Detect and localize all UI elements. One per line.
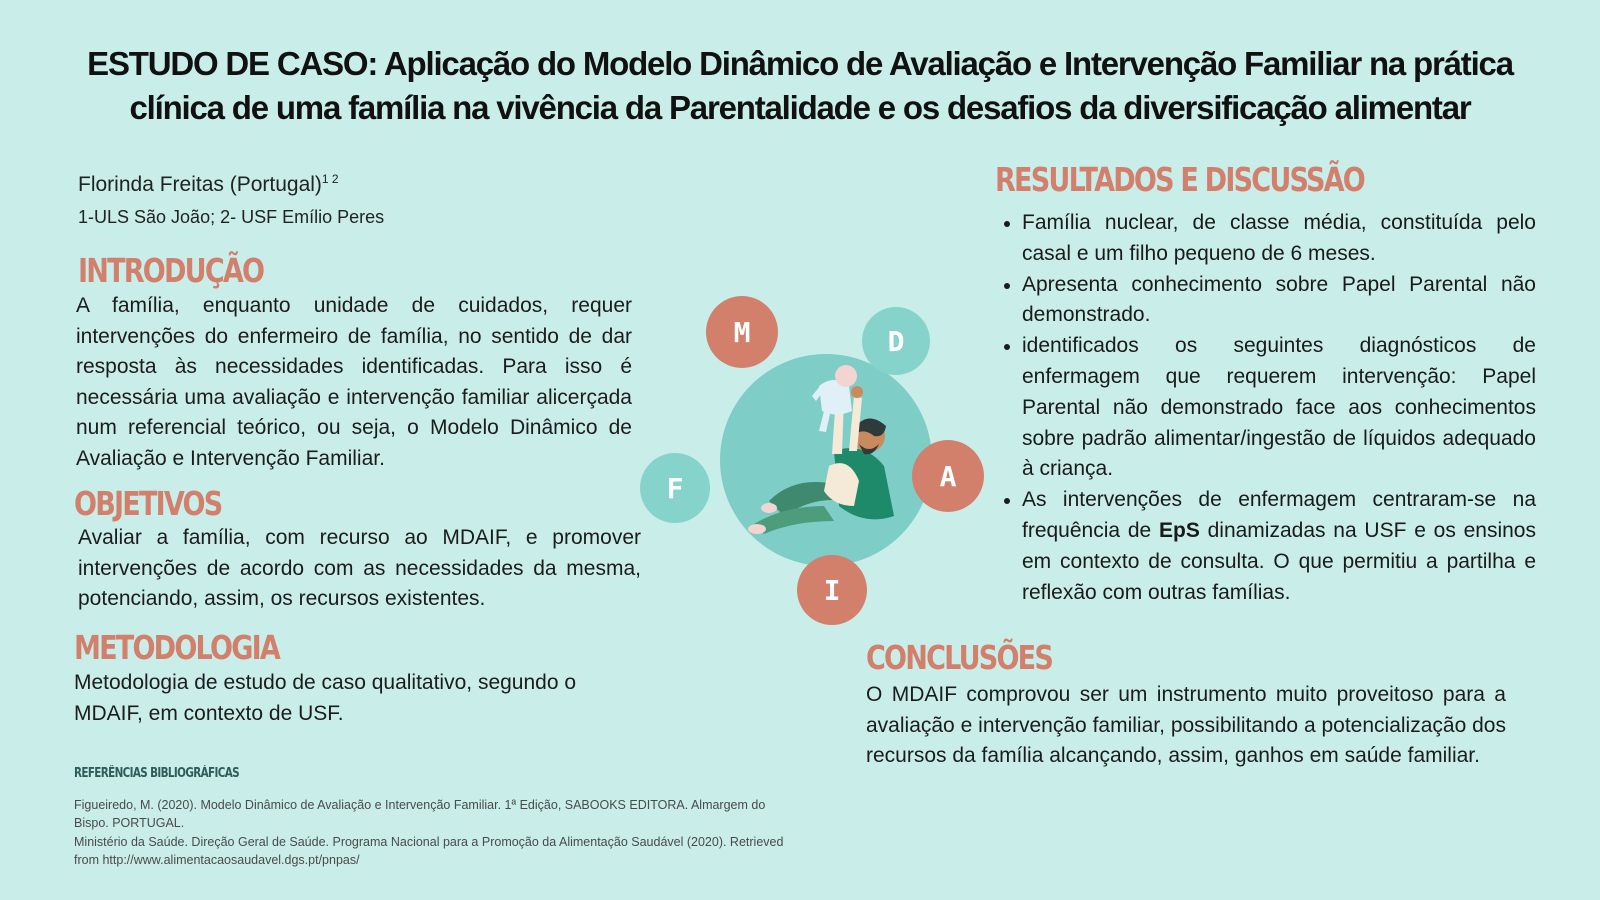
list-item: Apresenta conhecimento sobre Papel Parental não demonstrado. <box>1022 270 1536 332</box>
metodologia-heading: METODOLOGIA <box>74 628 279 667</box>
objetivos-heading: OBJETIVOS <box>74 484 222 523</box>
objetivos-text: Avaliar a família, com recurso ao MDAIF, e promover intervenções de acordo com as necessidades da mesma, potenciando, assim, os recursos existentes. <box>78 526 641 610</box>
list-item: Família nuclear, de classe média, constituída pelo casal e um filho pequeno de 6 meses. <box>1022 208 1536 270</box>
list-item-text: dinamizadas na USF e os ensinos em contexto de consulta. O que permitiu a partilha e reflexão com outras famílias. <box>1022 518 1536 604</box>
reference-item: Figueiredo, M. (2020). Modelo Dinâmico de Avaliação e Intervenção Familiar. 1ª Edição, SABOOKS EDITORA. Almargem do Bispo. PORTUGAL. <box>74 798 766 831</box>
author-name <box>78 172 339 197</box>
title-line-2: clínica de uma família na vivência da Parentalidade e os desafios da diversificação alimentar <box>129 89 1471 126</box>
title-line-1: ESTUDO DE CASO: Aplicação do Modelo Dinâmico de Avaliação e Intervenção Familiar na prática <box>87 45 1513 82</box>
conclusoes-text: O MDAIF comprovou ser um instrumento muito proveitoso para a avaliação e intervenção familiar, possibilitando a potencialização dos recursos da família alcançando, assim, ganhos em saúde familiar. <box>866 683 1506 767</box>
referencias-heading: REFERÊNCIAS BIBLIOGRÁFICAS <box>74 766 239 781</box>
author-affiliation: 1-ULS São João; 2- USF Emílio Peres <box>78 207 385 227</box>
resultados-list <box>1022 208 1536 608</box>
list-item-text: As intervenções de enfermagem centraram-se na frequência de <box>1022 488 1536 542</box>
conclusoes-heading: CONCLUSÕES <box>866 638 1053 677</box>
node-f: F <box>640 453 710 523</box>
node-m: M <box>706 296 778 368</box>
introducao-text: A família, enquanto unidade de cuidados, requer intervenções do enfermeiro de família, no sentido de dar resposta às necessidades identificadas. Para isso é necessária uma avaliação e intervenção familiar alicerçada num referencial teórico, ou seja, o Modelo Dinâmico de Avaliação e Intervenção Familiar. <box>76 294 632 470</box>
mdaif-diagram <box>640 290 1000 650</box>
list-item: identificados os seguintes diagnósticos de enfermagem que requerem intervenção: Papel Parental não demonstrado face aos conhecimentos sobre padrão alimentar/ingestão de líquidos adequado à criança. <box>1022 331 1536 485</box>
author-name-text: Florinda Freitas (Portugal) <box>78 173 322 196</box>
reference-item: Ministério da Saúde. Direção Geral de Saúde. Programa Nacional para a Promoção da Alimentação Saudável (2020). Retrieved from http://www.alimentacaosaudavel.dgs.pt/pnpas/ <box>74 834 784 867</box>
father-baby-illustration <box>724 356 934 566</box>
author-superscript: 1 2 <box>321 172 339 186</box>
metodologia-text: Metodologia de estudo de caso qualitativo, segundo o MDAIF, em contexto de USF. <box>74 671 577 725</box>
eps-bold: EpS <box>1158 518 1200 542</box>
referencias-list <box>74 796 794 869</box>
node-i: I <box>797 555 867 625</box>
resultados-heading: RESULTADOS E DISCUSSÃO <box>995 160 1364 199</box>
poster-title <box>40 42 1560 130</box>
introducao-heading: INTRODUÇÃO <box>78 251 264 290</box>
list-item <box>1022 485 1536 608</box>
node-a: A <box>912 440 984 512</box>
node-d: D <box>862 307 930 375</box>
